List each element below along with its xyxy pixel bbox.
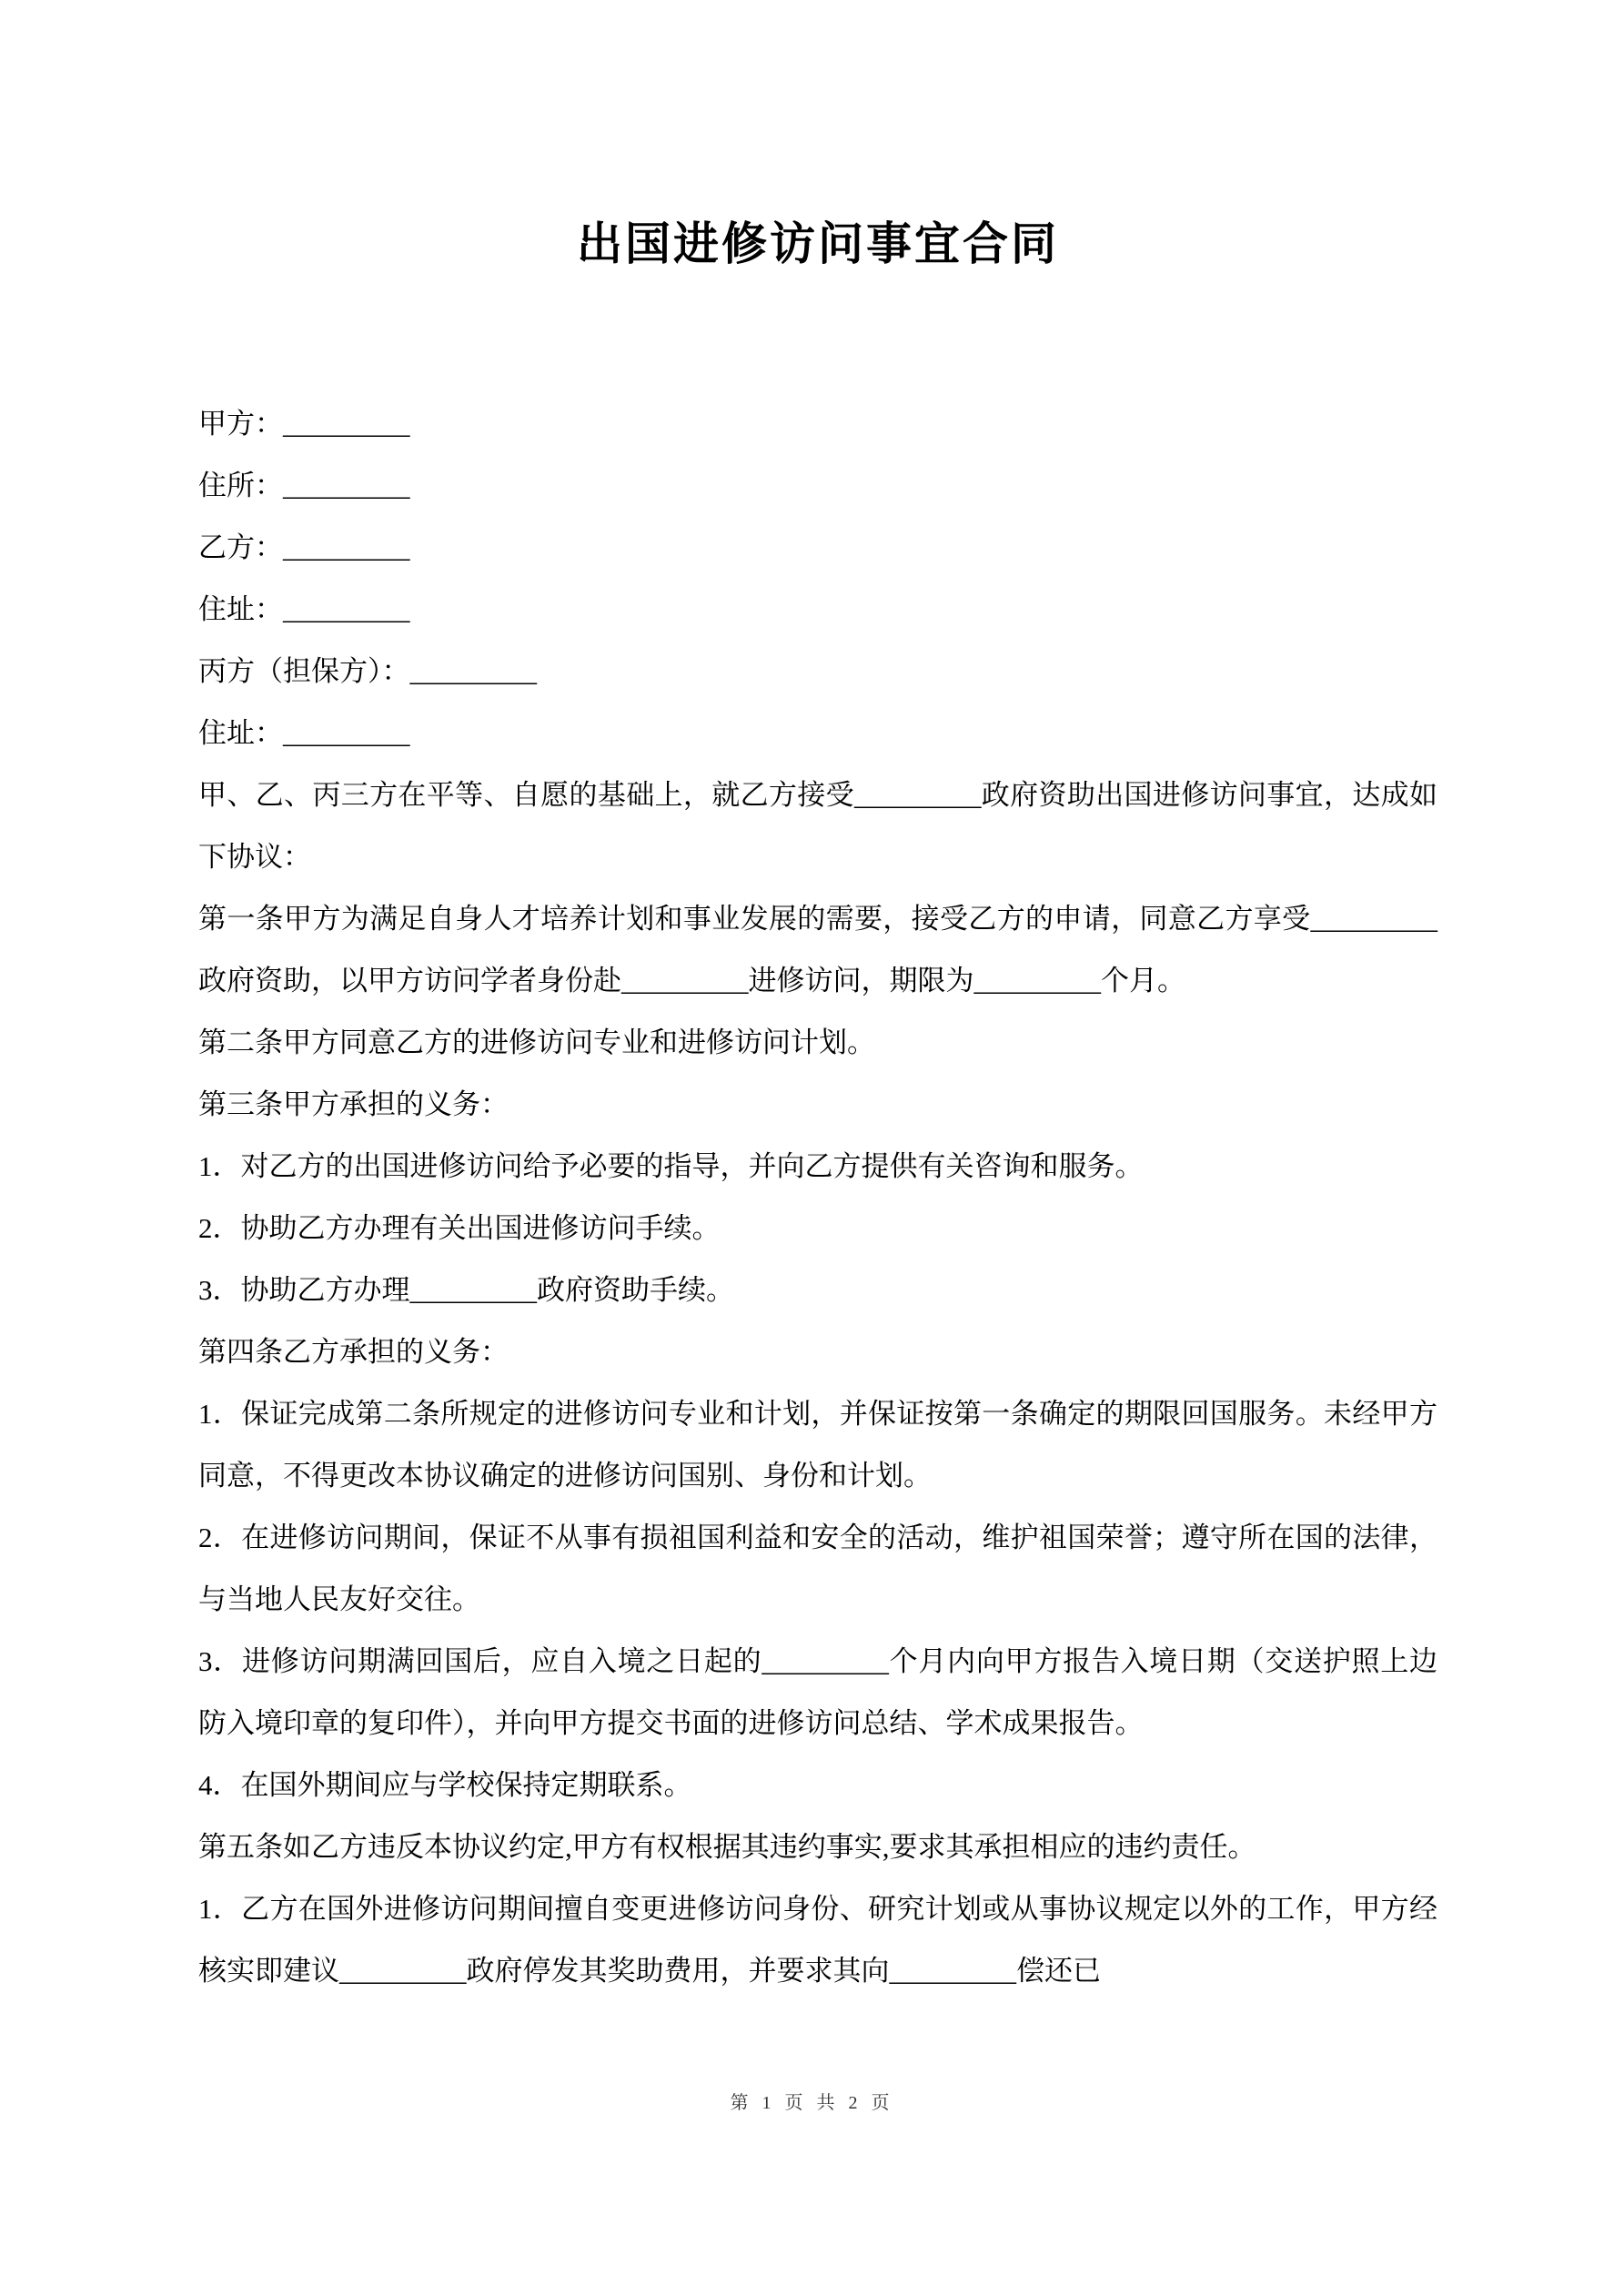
field-label: 甲方： [198,408,283,440]
paragraph-intro: 甲、乙、丙三方在平等、自愿的基础上，就乙方接受_________政府资助出国进修访问事宜，达成如下协议： [198,779,1437,873]
field-row-party-a [198,393,1437,455]
field-blank: _________ [283,717,410,749]
paragraph-article-4-item-2: 2．在进修访问期间，保证不从事有损祖国利益和安全的活动，维护祖国荣誉；遵守所在国的法律，与当地人民友好交往。 [198,1522,1437,1615]
paragraph-article-4: 第四条乙方承担的义务： [198,1336,509,1368]
document-title: 出国进修访问事宜合同 [577,218,1059,269]
field-blank: _________ [283,470,410,501]
field-blank: _________ [283,408,410,440]
field-blank: _________ [283,531,410,563]
field-label: 住址： [198,717,283,749]
paragraph-article-3-item-3: 3．协助乙方办理_________政府资助手续。 [198,1274,734,1306]
paragraph-article-3: 第三条甲方承担的义务： [198,1088,509,1120]
field-row-party-b [198,517,1437,579]
field-label: 丙方（担保方）： [198,655,410,687]
page-footer: 第 1 页 共 2 页 [730,2093,894,2113]
field-row-party-a-address [198,455,1437,517]
paragraph-article-4-item-1: 1．保证完成第二条所规定的进修访问专业和计划，并保证按第一条确定的期限回国服务。未经甲方同意，不得更改本协议确定的进修访问国别、身份和计划。 [198,1398,1437,1492]
field-label: 住所： [198,470,283,501]
paragraph-article-1: 第一条甲方为满足自身人才培养计划和事业发展的需要，接受乙方的申请，同意乙方享受_________政府资助，以甲方访问学者身份赴_________进修访问，期限为_________个月。 [198,903,1437,996]
field-label: 住址： [198,593,283,625]
paragraph-article-5: 第五条如乙方违反本协议约定,甲方有权根据其违约事实,要求其承担相应的违约责任。 [198,1831,1256,1863]
field-row-party-c-address [198,703,1437,764]
field-blank: _________ [283,593,410,625]
paragraph-article-3-item-2: 2．协助乙方办理有关出国进修访问手续。 [198,1212,721,1244]
field-row-party-b-address [198,579,1437,641]
paragraph-article-5-item-1: 1．乙方在国外进修访问期间擅自变更进修访问身份、研究计划或从事协议规定以外的工作，甲方经核实即建议_________政府停发其奖助费用，并要求其向_________偿还已 [198,1893,1437,1987]
paragraph-article-3-item-1: 1．对乙方的出国进修访问给予必要的指导，并向乙方提供有关咨询和服务。 [198,1150,1144,1182]
field-label: 乙方： [198,531,283,563]
paragraph-article-2: 第二条甲方同意乙方的进修访问专业和进修访问计划。 [198,1027,875,1058]
field-row-party-c-guarantor [198,641,1437,703]
paragraph-article-4-item-3: 3．进修访问期满回国后，应自入境之日起的_________个月内向甲方报告入境日期（交送护照上边防入境印章的复印件），并向甲方提交书面的进修访问总结、学术成果报告。 [198,1645,1437,1739]
field-blank: _________ [409,655,537,687]
paragraph-article-4-item-4: 4．在国外期间应与学校保持定期联系。 [198,1769,692,1801]
